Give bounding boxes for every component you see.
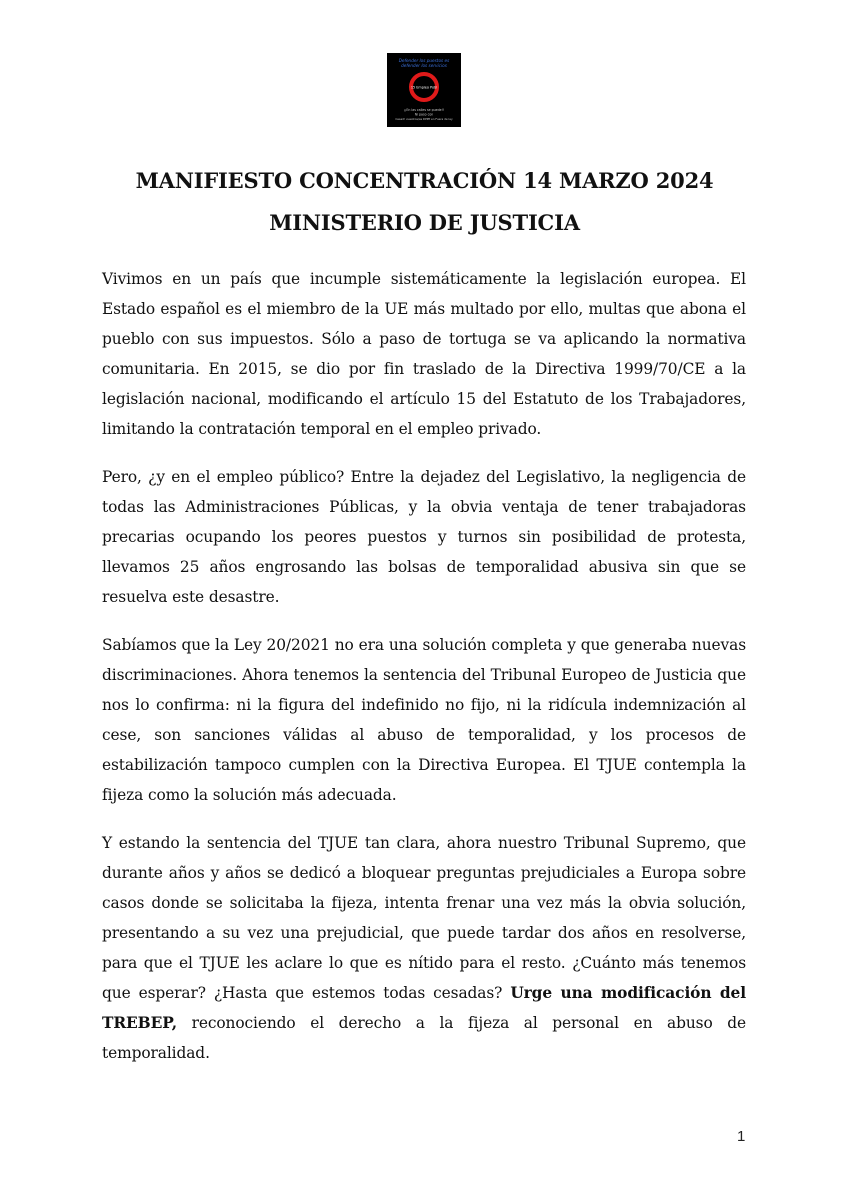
logo-line2: defender los servicios	[401, 63, 447, 68]
paragraph-4-emphasis: Urge una modificación del TREBEP,	[102, 984, 747, 1032]
logo-line1: Defender los puestos es	[398, 58, 450, 63]
paragraph-2: Pero, ¿y en el empleo público? Entre la dejadez del Legislativo, la negligencia de todas las Administraciones Públicas, y la obvia ventaja de tener trabajadoras precarias ocupando los peores puestos y turnos sin posibilidad de protesta, llevamos 25 años engrosando las bolsas de temporalidad abusiva sin que se resuelva este desastre.	[102, 468, 746, 606]
logo-foot3: Cesad! vuestros/as DPPP en Fuera de ley	[395, 117, 453, 121]
logo-center: 15 Empleo Pobl	[410, 85, 438, 90]
logo-graphic	[387, 53, 461, 127]
title-line-2: MINISTERIO DE JUSTICIA	[269, 210, 580, 235]
manifesto-body	[102, 264, 746, 1086]
logo-foot1: ¡¡En las calles se puede!!	[403, 108, 445, 112]
title-line-1: MANIFIESTO CONCENTRACIÓN 14 MARZO 2024	[135, 168, 714, 193]
paragraph-3: Sabíamos que la Ley 20/2021 no era una solución completa y que generaba nuevas discriminaciones. Ahora tenemos la sentencia del Tribunal Europeo de Justicia que nos lo confirma: ni la figura del indefinido no fijo, ni la ridícula indemnización al cese, son sanciones válidas al abuso de temporalidad, y los procesos de estabilización tampoco cumplen con la Directiva Europea. El TJUE contempla la fijeza como la solución más adecuada.	[102, 636, 746, 804]
logo	[387, 53, 461, 127]
paragraph-4-tail: reconociendo el derecho a la fijeza al personal en abuso de temporalidad.	[102, 1014, 746, 1062]
paragraph-4-text: Y estando la sentencia del TJUE tan clara, ahora nuestro Tribunal Supremo, que durante años y años se dedicó a bloquear preguntas prejudiciales a Europa sobre casos donde se solicitaba la fijeza, intenta frenar una vez más la obvia solución, presentando a su vez una prejudicial, que puede tardar dos años en resolverse, para que el TJUE les aclare lo que es nítido para el resto. ¿Cuánto más tenemos que esperar? ¿Hasta que estemos todas cesadas?	[102, 834, 746, 1002]
paragraph-4	[102, 828, 746, 1068]
paragraph-1: Vivimos en un país que incumple sistemáticamente la legislación europea. El Estado español es el miembro de la UE más multado por ello, multas que abona el pueblo con sus impuestos. Sólo a paso de tortuga se va aplicando la normativa comunitaria. En 2015, se dio por fin traslado de la Directiva 1999/70/CE a la legislación nacional, modificando el artículo 15 del Estatuto de los Trabajadores, limitando la contratación temporal en el empleo privado.	[102, 270, 746, 438]
page-number: 1	[737, 1128, 746, 1145]
logo-foot2: Ni paso con	[414, 112, 434, 117]
